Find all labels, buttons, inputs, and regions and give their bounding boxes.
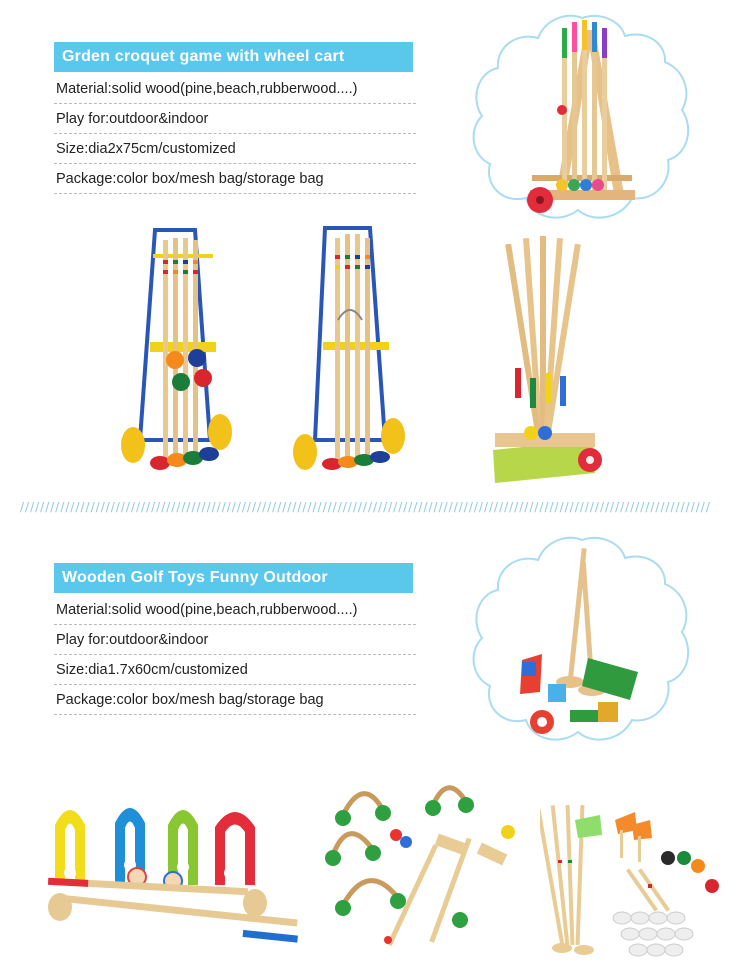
- spec-play-for: Play for:outdoor&indoor: [54, 625, 416, 655]
- photo-flags-balls-cups: [540, 800, 730, 960]
- spec-package: Package:color box/mesh bag/storage bag: [54, 164, 416, 194]
- spec-material: Material:solid wood(pine,beach,rubberwood....): [54, 74, 416, 104]
- spec-play-for: Play for:outdoor&indoor: [54, 104, 416, 134]
- spec-size: Size:dia1.7x60cm/customized: [54, 655, 416, 685]
- spec-material: Material:solid wood(pine,beach,rubberwood....): [54, 595, 416, 625]
- photo-colored-arches-mallets: [40, 795, 305, 945]
- product-title: Wooden Golf Toys Funny Outdoor: [54, 563, 413, 593]
- section-divider: /////////////////////////////////////////////////////////////////////////////////////////////////////////////////////////////////////////: [20, 500, 711, 514]
- photo-rope-arches-green: [318, 780, 528, 950]
- spec-size: Size:dia2x75cm/customized: [54, 134, 416, 164]
- product-title: Grden croquet game with wheel cart: [54, 42, 413, 72]
- cloud-frame-golf-toys: [470, 532, 695, 752]
- spec-package: Package:color box/mesh bag/storage bag: [54, 685, 416, 715]
